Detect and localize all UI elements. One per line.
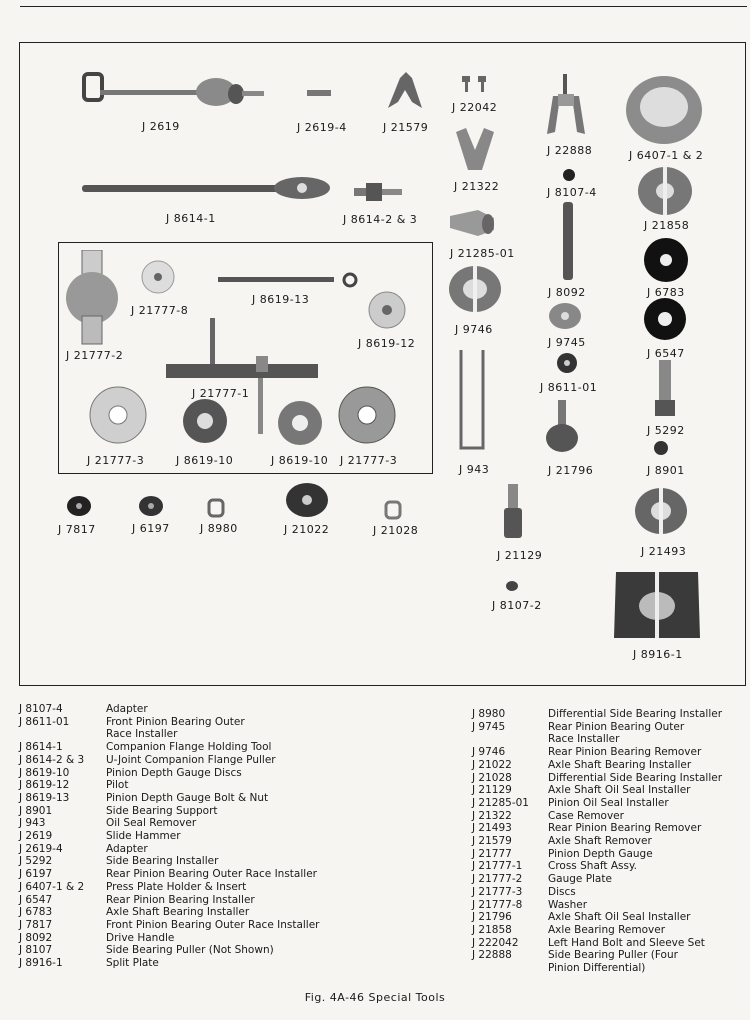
disc-21777-3-left-image [89,386,147,444]
tool-label: J 21028 [373,524,419,537]
legend-tool-description: Companion Flange Holding Tool [106,741,272,754]
legend-tool-description: Rear Pinion Bearing Installer [106,893,255,906]
axle-bearing-installer-21022-image [285,482,329,518]
legend-tool-number: J 8916-1 [19,957,63,970]
legend-tool-description: Press Plate Holder & Insert [106,880,247,893]
legend-tool-number: J 8619-12 [19,779,70,792]
legend-row [19,754,320,767]
tool-label: J 8619-10 [271,454,329,467]
legend-row [472,937,722,950]
tool-label: J 8614-1 [166,212,216,225]
legend-tool-number: J 5292 [19,855,53,868]
tool-label: J 21777-3 [87,454,145,467]
tool-label: J 21858 [644,219,690,232]
legend-row [472,746,722,759]
disc-8619-10-left-image [182,398,228,444]
tool-label: J 21285-01 [450,247,515,260]
legend-row [19,894,320,907]
legend-tool-number: J 21322 [472,809,512,822]
axle-shaft-bearing-installer-image [642,236,690,284]
legend-row [472,797,722,810]
legend-tool-description: Gauge Plate [548,873,612,886]
oil-seal-remover-image [455,348,489,452]
legend-tool-description: Pinion Depth Gauge Bolt & Nut [106,791,269,804]
legend-tool-number: J 21777-2 [472,873,523,886]
legend-tool-description: Axle Bearing Remover [548,923,666,936]
tool-label: J 2619 [142,120,180,133]
legend-tool-description: Pinion Depth Gauge Discs [106,766,242,779]
legend-row [472,822,722,835]
legend-tool-number: J 8107 [19,944,53,957]
legend-row [19,944,320,957]
tool-label: J 22042 [452,101,498,114]
legend-row [472,962,722,975]
legend-tool-description: Drive Handle [106,931,175,944]
legend-right-column [472,708,722,975]
legend-tool-description: Front Pinion Bearing Outer Race Installer [106,918,320,931]
tool-label: J 22888 [547,144,593,157]
legend-tool-number: J 6407-1 & 2 [19,880,85,893]
legend-row [19,843,320,856]
legend-row [19,792,320,805]
front-race-installer-7817-image [66,494,92,518]
legend-row [472,784,722,797]
tool-label: J 6783 [647,286,685,299]
legend-tool-number: J 8980 [472,708,506,720]
tool-label: J 8092 [548,286,586,299]
tool-label: J 21777-2 [66,349,124,362]
legend-tool-description: Race Installer [106,728,178,741]
tool-label: J 21777-8 [131,304,189,317]
axle-bearing-remover-image [636,164,694,218]
case-remover-image [452,126,498,174]
side-bearing-installer-8980-image [207,498,225,518]
legend-tool-description: Axle Shaft Bearing Installer [106,906,250,919]
outer-race-installer-8611-image [556,352,578,374]
legend-row [19,957,320,970]
tool-label: J 6197 [132,522,170,535]
gauge-plate-image [64,250,122,346]
legend-row [472,911,722,924]
legend-tool-description: Side Bearing Installer [106,855,219,868]
tool-label: J 9745 [548,336,586,349]
adapter-2619-4-image [306,87,332,99]
legend-tool-number: J 8619-10 [19,766,70,779]
pinion-oil-seal-installer-image [448,206,498,238]
legend-tool-description: Rear Pinion Bearing Remover [548,746,702,759]
legend-tool-description: Side Bearing Puller (Not Shown) [106,944,274,957]
side-bearing-support-image [652,440,670,456]
drive-handle-image [560,202,576,282]
legend-row [19,741,320,754]
legend-tool-number: J 7817 [19,918,53,931]
adapter-8107-2-image [505,580,519,592]
tool-label: J 2619-4 [297,121,347,134]
legend-tool-description: Case Remover [548,809,624,822]
rear-race-installer-6197-image [138,494,164,518]
legend-tool-description: Axle Shaft Oil Seal Installer [548,784,691,797]
legend-tool-description: Adapter [106,703,148,715]
legend-row [19,767,320,780]
legend-row [19,932,320,945]
legend-tool-number: J 8107-4 [19,703,63,715]
legend-tool-number [19,728,106,741]
legend-row [19,703,320,716]
legend-row [472,873,722,886]
disc-21777-3-right-image [338,386,396,444]
tool-label: J 21777-3 [340,454,398,467]
legend-row [19,817,320,830]
legend-tool-number: J 6197 [19,868,53,881]
depth-gauge-bolt-image [216,272,364,288]
split-plate-image [610,568,704,642]
companion-flange-puller-image [352,180,404,204]
side-bearing-puller-image [543,74,589,138]
legend-row [472,810,722,823]
legend-tool-description: Front Pinion Bearing Outer [106,715,245,728]
legend-row [19,906,320,919]
legend-tool-description: Cross Shaft Assy. [548,860,638,873]
legend-tool-description: Pinion Oil Seal Installer [548,796,669,809]
legend-tool-description: Rear Pinion Bearing Outer Race Installer [106,868,317,881]
legend-tool-description: Axle Shaft Bearing Installer [548,758,692,771]
legend-tool-number: J 21777-1 [472,860,523,873]
rear-pinion-bearing-remover-9746-image [447,264,503,314]
legend-tool-description: Split Plate [106,957,159,970]
legend-row [472,924,722,937]
legend-tool-number: J 8611-01 [19,715,70,728]
legend-row [472,886,722,899]
legend-row [19,855,320,868]
oil-seal-installer-21129-image [500,484,526,540]
pilot-8619-12-image [367,290,407,330]
tool-label: J 8619-13 [252,293,310,306]
tool-label: J 21796 [548,464,594,477]
side-bearing-installer-21028-image [384,500,402,520]
legend-tool-description: Discs [548,885,576,898]
tool-label: J 6407-1 & 2 [629,149,704,162]
legend-row [472,949,722,962]
legend-tool-number: J 21493 [472,822,512,835]
side-bearing-installer-image [653,360,677,418]
legend-tool-description: Rear Pinion Bearing Outer [548,720,685,733]
tool-label: J 8611-01 [540,381,598,394]
legend-tool-description: Left Hand Bolt and Sleeve Set [548,936,705,949]
top-rule [20,6,747,7]
legend-row [472,708,722,721]
legend-row [19,830,320,843]
legend-row [472,848,722,861]
legend-tool-number: J 21777-8 [472,898,523,911]
legend-row [472,860,722,873]
legend-row [19,779,320,792]
disc-8619-10-right-image [277,400,323,446]
legend-tool-description: U-Joint Companion Flange Puller [106,753,276,766]
legend-tool-description: Differential Side Bearing Installer [548,708,723,720]
legend-tool-number: J 6783 [19,906,53,919]
legend-tool-number: J 21022 [472,758,512,771]
bolt-sleeve-set-image [458,74,492,96]
legend-tool-number: J 9746 [472,746,506,759]
slide-hammer-image [78,70,268,114]
legend-tool-description: Pinion Differential) [548,962,646,975]
axle-shaft-remover-image [384,68,426,112]
legend-tool-number: J 2619 [19,830,53,843]
legend-tool-description: Washer [548,898,588,911]
axle-shaft-oil-seal-installer-image [542,400,582,458]
legend-row [472,733,722,746]
tool-label: J 6547 [647,347,685,360]
legend-tool-number: J 21777-3 [472,885,523,898]
tool-label: J 21579 [383,121,429,134]
legend-tool-number: J 21129 [472,784,512,797]
legend-row [472,721,722,734]
tool-label: J 8619-12 [358,337,416,350]
tool-label: J 8916-1 [633,648,683,661]
tool-label: J 21777-1 [192,387,250,400]
legend-row [19,805,320,818]
legend-tool-number: J 943 [19,817,46,830]
legend-tool-description: Rear Pinion Bearing Remover [548,822,702,835]
rear-bearing-remover-21493-image [633,486,689,536]
tool-label: J 5292 [647,424,685,437]
figure-caption: Fig. 4A-46 Special Tools [304,991,446,1004]
legend-tool-description: Oil Seal Remover [106,817,197,830]
legend-tool-number: J 21777 [472,847,512,860]
legend-tool-number: J 21028 [472,771,512,784]
legend-tool-description: Pilot [106,779,129,792]
legend-tool-description: Pinion Depth Gauge [548,847,653,860]
legend-tool-number: J 8092 [19,931,53,944]
flange-holding-tool-image [78,176,332,202]
tool-label: J 21493 [641,545,687,558]
outer-race-installer-9745-image [548,302,582,330]
legend-row [19,728,320,741]
legend-tool-number: J 6547 [19,893,53,906]
legend-row [19,881,320,894]
legend-tool-description: Differential Side Bearing Installer [548,771,723,784]
tool-label: J 943 [459,463,490,476]
legend-row [472,759,722,772]
legend-tool-description: Race Installer [548,733,620,746]
tool-label: J 8107-2 [492,599,542,612]
tool-label: J 21022 [284,523,330,536]
legend-tool-description: Axle Shaft Oil Seal Installer [548,911,691,924]
tool-label: J 8901 [647,464,685,477]
legend-tool-description: Slide Hammer [106,830,181,843]
legend-tool-number: J 21579 [472,835,512,848]
legend-tool-number: J 8619-13 [19,791,70,804]
legend-row [19,716,320,729]
tool-label: J 21129 [497,549,543,562]
legend-tool-number: J 9745 [472,720,506,733]
tool-label: J 9746 [455,323,493,336]
legend-tool-number: J 21285-01 [472,796,529,809]
legend-tool-number: J 2619-4 [19,842,63,855]
legend-tool-description: Axle Shaft Remover [548,835,652,848]
legend-tool-number [472,962,548,975]
washer-21777-8-image [140,260,176,294]
legend-tool-number: J 21858 [472,923,512,936]
adapter-8107-4-image [562,168,576,182]
legend-row [472,772,722,785]
legend-row [19,868,320,881]
tool-label: J 21322 [454,180,500,193]
legend-row [472,835,722,848]
tool-label: J 8619-10 [176,454,234,467]
legend-tool-description: Side Bearing Support [106,804,218,817]
legend-tool-description: Adapter [106,842,148,855]
rear-pinion-bearing-installer-image [642,296,688,342]
legend-tool-number: J 222042 [472,936,519,949]
legend-row [472,899,722,912]
tool-label: J 8614-2 & 3 [343,213,418,226]
legend-tool-number [472,733,548,746]
tool-label: J 8107-4 [547,186,597,199]
legend-tool-number: J 8614-2 & 3 [19,753,85,766]
legend-tool-description: Side Bearing Puller (Four [548,949,678,962]
legend-tool-number: J 21796 [472,911,512,924]
tool-label: J 8980 [200,522,238,535]
legend-tool-number: J 8614-1 [19,741,63,754]
legend-tool-number: J 22888 [472,949,512,962]
legend-left-column [19,703,320,970]
tool-label: J 7817 [58,523,96,536]
press-plate-holder-image [623,72,705,148]
legend-row [19,919,320,932]
legend-tool-number: J 8901 [19,804,53,817]
